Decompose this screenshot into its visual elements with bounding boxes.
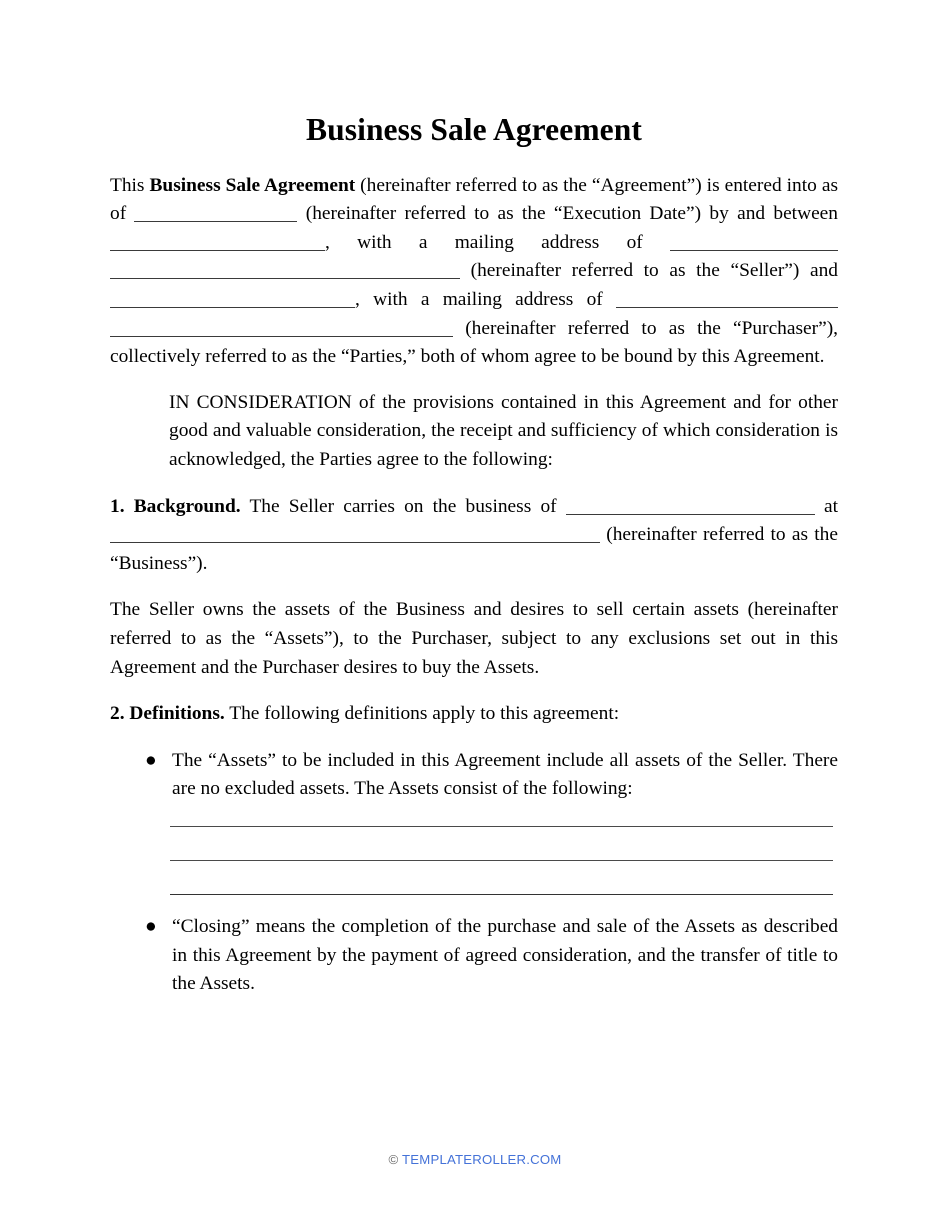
business-location-blank[interactable] (110, 527, 600, 543)
list-item-text: The “Assets” to be included in this Agreement include all assets of the Seller. There are no excluded assets. The Assets consist of the following: (172, 749, 838, 800)
seller-address-blank-line1[interactable] (670, 235, 838, 251)
purchaser-address-blank-line2[interactable] (110, 321, 453, 337)
execution-date-blank[interactable] (134, 206, 297, 222)
section-2-heading: 2. Definitions. (110, 703, 225, 725)
section-2-definitions (110, 700, 838, 729)
list-item (110, 747, 838, 804)
business-description-blank[interactable] (566, 499, 815, 515)
watermark-text[interactable]: TEMPLATEROLLER.COM (398, 1152, 562, 1167)
list-item (110, 913, 838, 999)
assets-blank-line-2[interactable] (170, 860, 833, 861)
section-1-text-b: at (814, 495, 838, 517)
assets-blank-line-1[interactable] (170, 826, 833, 827)
intro-text-a: This (110, 174, 150, 196)
definitions-list-closing (110, 913, 838, 999)
section-2-text: The following definitions apply to this agreement: (224, 703, 620, 725)
document-body (110, 0, 838, 999)
definitions-list (110, 747, 838, 804)
intro-text-g: (hereinafter referred to as the “Purchaser”), collectively referred to as the “Parties,” both of whom agree to be bound by this Agreement. (110, 317, 838, 368)
purchaser-address-blank-line1[interactable] (616, 292, 838, 308)
list-item-text: “Closing” means the completion of the purchase and sale of the Assets as described in this Agreement by the payment of agreed consideration, and the transfer of title to the Assets. (172, 915, 838, 995)
assets-blank-line-3[interactable] (170, 894, 833, 895)
section-1-text-c: (hereinafter referred to as the “Business”). (110, 524, 838, 574)
footer-watermark (0, 1152, 950, 1167)
intro-text-e: (hereinafter referred to as the “Seller”) and (460, 260, 838, 282)
assets-ownership-paragraph: The Seller owns the assets of the Business and desires to sell certain assets (hereinafter referred to as the “Assets”), to the Purchaser, subject to any exclusions set out in this Agreement and the Purchaser desires to buy the Assets. (110, 599, 838, 678)
intro-text-f: , with a mailing address of (355, 289, 616, 311)
seller-name-blank[interactable] (110, 235, 325, 251)
intro-text-d: , with a mailing address of (325, 231, 670, 253)
intro-text-c: (hereinafter referred to as the “Execution Date”) by and between (297, 203, 838, 225)
section-1-background (110, 493, 838, 579)
page-title: Business Sale Agreement (306, 112, 642, 147)
agreement-name-bold: Business Sale Agreement (149, 174, 356, 196)
section-1-text-a: The Seller carries on the business of (240, 495, 566, 517)
copyright-icon: © (388, 1152, 399, 1167)
seller-address-blank-line2[interactable] (110, 263, 460, 279)
assets-fill-in-lines (110, 826, 838, 895)
purchaser-name-blank[interactable] (110, 292, 355, 308)
section-1-heading: 1. Background. (110, 495, 241, 517)
bullet-icon: ● (145, 749, 157, 771)
intro-paragraph (110, 172, 838, 372)
consideration-paragraph: IN CONSIDERATION of the provisions contained in this Agreement and for other good and valuable consideration, the receipt and sufficiency of which consideration is acknowledged, the Parties agree to the following: (169, 391, 838, 470)
intro-text-b: (hereinafter referred to as the “Agreement”) is entered into as of (110, 174, 838, 225)
bullet-icon: ● (145, 915, 157, 937)
